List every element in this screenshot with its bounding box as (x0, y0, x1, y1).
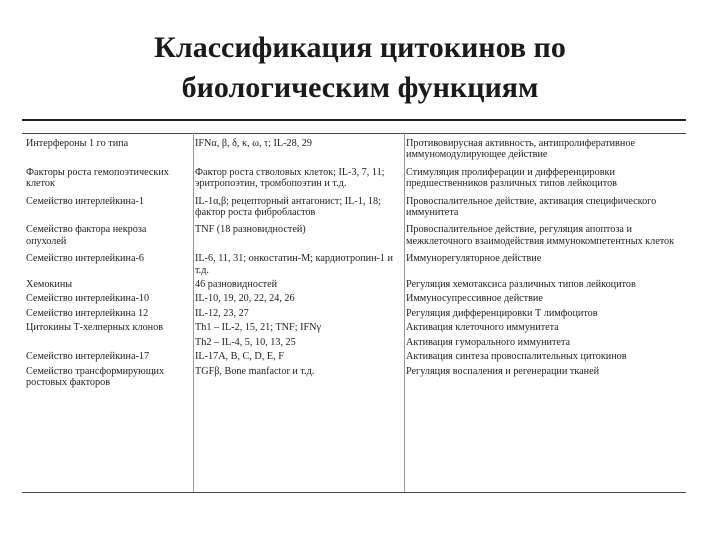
biological-function-cell: Активация гуморального иммунитета (406, 336, 571, 348)
cytokine-members-cell: Th2 – IL-4, 5, 10, 13, 25 (195, 336, 296, 348)
table-row (24, 293, 684, 307)
cytokine-group-cell: Семейство интерлейкина-17 (26, 351, 150, 363)
cytokine-members-cell: IL-17A, B, C, D, E, F (195, 351, 284, 363)
cytokine-members-cell: 46 разновидностей (195, 279, 278, 291)
cytokine-members-cell: IL-12, 23, 27 (195, 307, 249, 319)
cytokine-group-cell: Семейство трансформирующих ростовых факторов (26, 365, 165, 388)
cytokine-members-cell: IFNα, β, δ, κ, ω, τ; IL-28, 29 (195, 138, 312, 149)
slide-title-line-2: биологическим функциям (181, 71, 539, 104)
slide-title (0, 28, 720, 108)
biological-function-cell: Регуляция воспаления и регенерации тканей (406, 365, 600, 377)
table-row (24, 322, 684, 336)
biological-function-cell: Регуляция хемотаксиса различных типов лейкоцитов (406, 279, 636, 291)
table-bottom-rule (22, 492, 686, 493)
cytokine-group-cell (24, 337, 193, 351)
cytokine-table (24, 138, 684, 391)
cytokine-group-cell: Семейство интерлейкина 12 (26, 307, 149, 319)
cytokine-members-cell: TGFβ, Bone manfactor и т.д. (195, 365, 315, 377)
table-row (24, 253, 684, 279)
cytokine-group-cell: Семейство фактора некроза опухолей (26, 224, 147, 247)
biological-function-cell: Регуляция дифференцировки Т лимфоцитов (406, 307, 598, 319)
table-row (24, 138, 684, 167)
cytokine-members-cell: IL-10, 19, 20, 22, 24, 26 (195, 293, 295, 305)
table-row (24, 196, 684, 225)
table-row (24, 366, 684, 392)
cytokine-members-cell: Th1 – IL-2, 15, 21; TNF; IFNγ (195, 322, 321, 334)
cytokine-members-cell: IL-6, 11, 31; онкостатин-М; кардиотропин-1 и т.д. (195, 253, 394, 276)
biological-function-cell: Активация клеточного иммунитета (406, 322, 559, 334)
table-row (24, 167, 684, 196)
biological-function-cell: Иммунорегуляторное действие (406, 253, 542, 265)
cytokine-group-cell: Интерфероны 1 го типа (26, 138, 129, 149)
biological-function-cell: Провоспалительное действие, активация специфического иммунитета (406, 195, 657, 219)
table-row (24, 351, 684, 365)
biological-function-cell: Иммуносупрессивное действие (406, 293, 543, 305)
table-row (24, 308, 684, 322)
table-top-rule (22, 119, 686, 121)
cytokine-group-cell: Цитокины Т-хелперных клонов (26, 322, 164, 334)
slide-title-line-1: Классификация цитокинов по (154, 31, 566, 64)
cytokine-members-cell: IL-1α,β; рецепторный антагонист; IL-1, 18; фактор роста фибробластов (195, 195, 381, 219)
cytokine-members-cell: Фактор роста стволовых клеток; IL-3, 7, 11; эритропоэтин, тромбопоэтин и т.д. (195, 166, 385, 190)
cytokine-group-cell: Факторы роста гемопоэтических клеток (26, 166, 169, 190)
cytokine-group-cell: Семейство интерлейкина-6 (26, 253, 144, 265)
cytokine-group-cell: Семейство интерлейкина-1 (26, 195, 144, 207)
biological-function-cell: Провоспалительное действие, регуляция апоптоза и межклеточного взаимодействия иммунокомпетентных клеток (406, 224, 675, 247)
table-row (24, 337, 684, 351)
table-row (24, 279, 684, 293)
cytokine-group-cell: Семейство интерлейкина-10 (26, 293, 150, 305)
biological-function-cell: Противовирусная активность, антипролиферативное иммуномодулирующее действие (406, 138, 636, 161)
table-header-rule (22, 133, 686, 134)
cytokine-group-cell: Хемокины (26, 279, 73, 291)
cytokine-members-cell: TNF (18 разновидностей) (195, 224, 306, 236)
biological-function-cell: Активация синтеза провоспалительных цитокинов (406, 351, 627, 363)
biological-function-cell: Стимуляция пролиферации и дифференцировки предшественников различных типов лейкоцитов (406, 166, 617, 190)
table-row (24, 224, 684, 253)
